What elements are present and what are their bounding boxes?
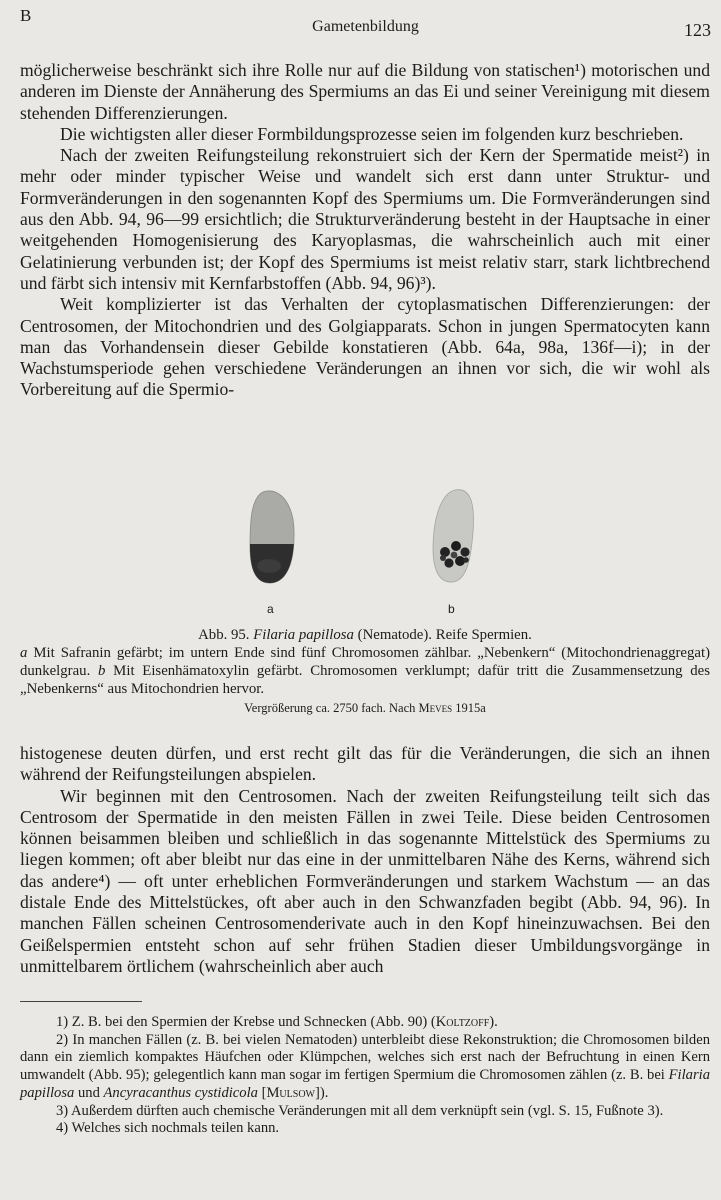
footnote-2: 2) In manchen Fällen (z. B. bei vielen Nematoden) unterbleibt diese Rekonstruktion; die Chromosomen bilden dann ein ziemlich kompaktes Häufchen oder Klümpchen, welches sich erst nach der Befruchtung in einen Kern umwandelt (Abb. 95); gelegentlich kann man sogar im fertigen Spermium die Chromosomen zählen (z. B. bei Filaria papillosa und Ancyracanthus cystidicola [Mulsow]). bbox=[20, 1031, 710, 1101]
caption-credit: Vergrößerung ca. 2750 fach. Nach Meves 1915a bbox=[244, 701, 486, 715]
section-letter: B bbox=[20, 6, 32, 25]
caption-title: Abb. 95. Filaria papillosa (Nematode). Reife Spermien. bbox=[198, 627, 532, 643]
body-text-before-figure bbox=[20, 60, 710, 401]
figure-caption bbox=[20, 626, 710, 717]
caption-body: a Mit Safranin gefärbt; im untern Ende sind fünf Chromosomen zählbar. „Nebenkern“ (Mitochondrienaggregat) dunkelgrau. b Mit Eisenhämatoxylin gefärbt. Chromosomen verklumpt; dafür tritt die Zusammensetzung des „Nebenkerns“ aus Mitochondrien hervor. bbox=[20, 645, 711, 697]
paragraph: histogenese deuten dürfen, und erst recht gilt das für die Veränderungen, die sich an ihnen während der Reifungsteilungen abspielen. bbox=[20, 743, 710, 785]
footnote-rule bbox=[20, 1001, 142, 1002]
figure-95 bbox=[0, 482, 721, 622]
footnote-1: 1) Z. B. bei den Spermien der Krebse und Schnecken (Abb. 90) (Koltzoff). bbox=[56, 1014, 498, 1030]
page-header bbox=[20, 6, 711, 40]
paragraph: Wir beginnen mit den Centrosomen. Nach der zweiten Reifungsteilung teilt sich das Centrosom der Spermatide in den meisten Fällen in zwei Teile. Diese beiden Centrosomen können beisammen bleiben und schließlich in das sogenannte Mittelstück des Spermiums zu liegen kommen; oft aber bleibt nur das eine in der unmittelbaren Nähe des Kerns, während sich das andere⁴) — oft unter erheblichen Formveränderungen und starkem Wachstum — an das distale Ende des Mittelstückes, oft aber auch in den Schwanzfaden begibt (Abb. 94, 96). In manchen Fällen scheinen Centrosomenderivate auch in den Kopf hineinzuwachsen. Bei den Geißelspermien entsteht schon auf sehr frühen Stadien dieser Umbildungsvorgänge in unmittelbarem örtlichem (wahrscheinlich aber auch bbox=[20, 785, 710, 976]
paragraph: Weit komplizierter ist das Verhalten der cytoplasmatischen Differenzierungen: der Centrosomen, der Mitochondrien und des Golgiapparats. Schon in jungen Spermatocyten kann man das Vorhandensein dieser Gebilde konstatieren (Abb. 64a, 98a, 136f—i); in der Wachstumsperiode gehen verschiedene Veränderungen an ihnen vor sich, die wir wohl als Vorbereitung auf die Spermio- bbox=[20, 294, 710, 400]
spermium-image-a bbox=[247, 488, 297, 584]
running-title: Gametenbildung bbox=[312, 18, 419, 35]
footnote-3: 3) Außerdem dürften auch chemische Veränderungen mit all dem verknüpft sein (vgl. S. 15, Fußnote 3). bbox=[56, 1102, 664, 1119]
footnotes bbox=[20, 1014, 710, 1138]
paragraph: möglicherweise beschränkt sich ihre Rolle nur auf die Bildung von statischen¹) motorischen und anderen im Dienste der Annäherung des Spermiums an das Ei und seiner Vereinigung mit diesem stehenden Differenzierungen. bbox=[20, 60, 710, 123]
body-text-after-figure bbox=[20, 743, 710, 977]
page-number: 123 bbox=[684, 20, 711, 40]
paragraph: Nach der zweiten Reifungsteilung rekonstruiert sich der Kern der Spermatide meist²) in mehr oder minder typischer Weise und wandelt sich erst dann unter Struktur- und Formveränderungen in den sogenannten Kopf des Spermiums um. Die Formveränderungen sind aus den Abb. 94, 96—99 ersichtlich; die Strukturveränderung besteht in der Hauptsache in einer weitgehenden Homogenisierung des Karyoplasmas, die wahrscheinlich auch mit einer Gelatinierung verbunden ist; der Kopf des Spermiums ist meist relativ starr, stark lichtbrechend und färbt sich intensiv mit Kernfarbstoffen (Abb. 94, 96)³). bbox=[20, 145, 710, 293]
figure-label-a: a bbox=[267, 602, 274, 616]
figure-label-b: b bbox=[448, 602, 455, 616]
spermium-image-b bbox=[429, 488, 479, 584]
footnote-4: 4) Welches sich nochmals teilen kann. bbox=[56, 1120, 280, 1137]
paragraph: Die wichtigsten aller dieser Formbildungsprozesse seien im folgenden kurz beschrieben. bbox=[60, 123, 684, 144]
